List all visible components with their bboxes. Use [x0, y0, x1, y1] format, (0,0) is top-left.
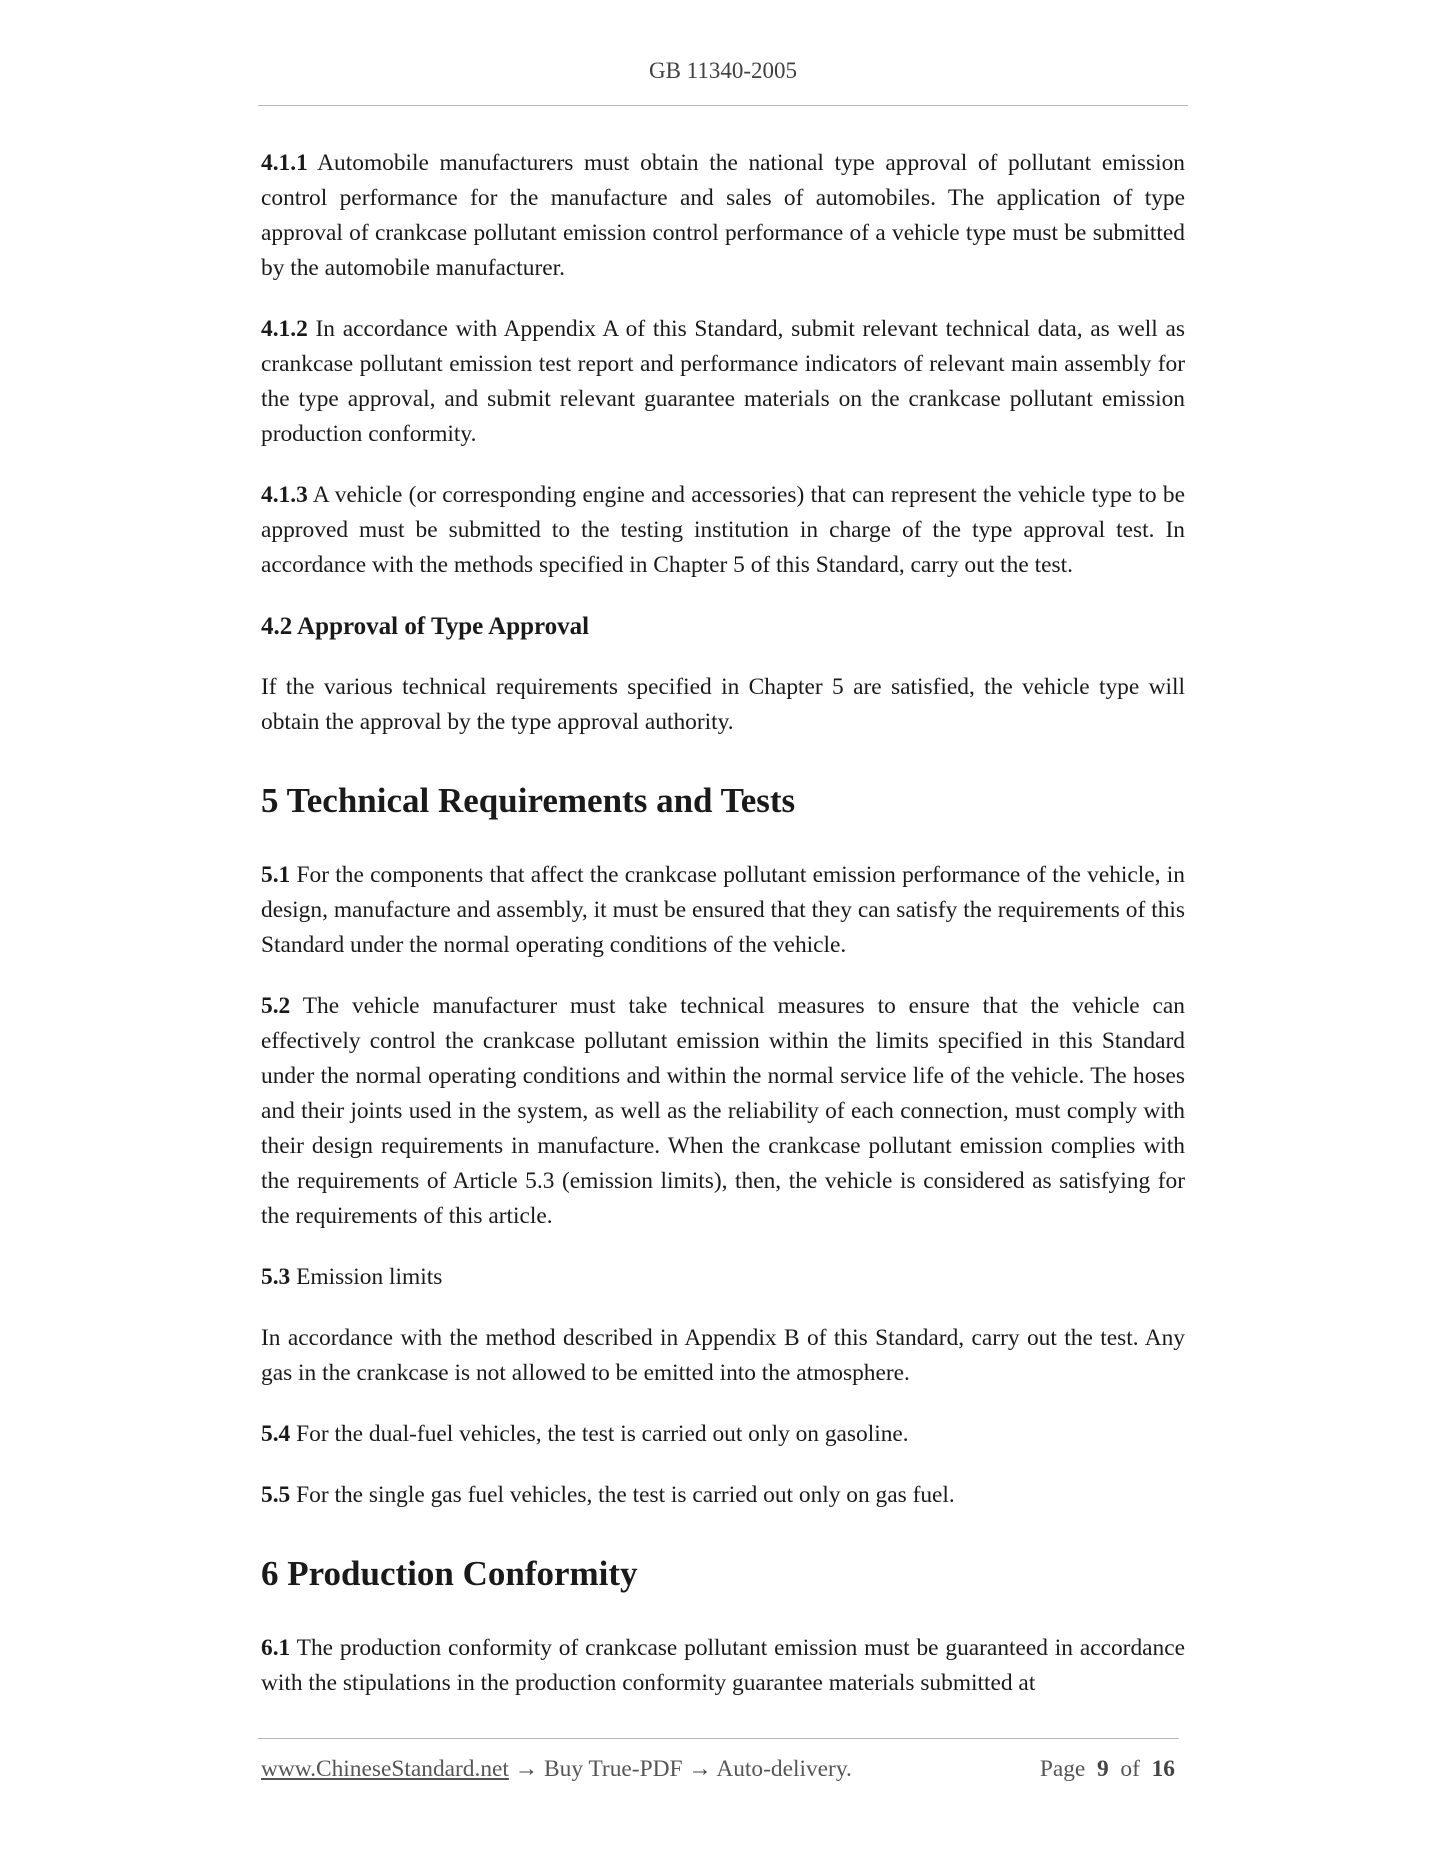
document-body	[261, 146, 1185, 1727]
clause-number: 4.1.1	[261, 150, 308, 176]
clause-text: A vehicle (or corresponding engine and accessories) that can represent the vehicle type to be approved must be submitted to the testing institution in charge of the type approval test. In accordance with the methods specified in Chapter 5 of this Standard, carry out the test.	[261, 482, 1185, 578]
chapter-heading-6: 6 Production Conformity	[261, 1554, 638, 1593]
chapter-heading-5: 5 Technical Requirements and Tests	[261, 781, 796, 820]
clause-text: For the dual-fuel vehicles, the test is carried out only on gasoline.	[296, 1421, 909, 1447]
clause-4-1-2	[261, 312, 1185, 452]
clause-text: In accordance with Appendix A of this Standard, submit relevant technical data, as well as crankcase pollutant emission test report and performance indicators of relevant main assembly for the type approval, and submit relevant guarantee materials on the crankcase pollutant emission production conformity.	[261, 316, 1185, 447]
section-heading-4-2: 4.2 Approval of Type Approval	[261, 613, 590, 640]
header-divider	[258, 105, 1188, 106]
page-total: 16	[1151, 1756, 1175, 1782]
clause-text: The production conformity of crankcase pollutant emission must be guaranteed in accordance with the stipulations in the production conformity guarantee materials submitted at	[261, 1635, 1185, 1696]
clause-text: For the components that affect the crankcase pollutant emission performance of the vehicle, in design, manufacture and assembly, it must be ensured that they can satisfy the requirements of this Standard under the normal operating conditions of the vehicle.	[261, 862, 1185, 958]
clause-4-1-3	[261, 478, 1185, 583]
clause-number: 4.1.3	[261, 482, 308, 508]
clause-number: 5.5	[261, 1482, 291, 1508]
clause-text: The vehicle manufacturer must take technical measures to ensure that the vehicle can effectively control the crankcase pollutant emission within the limits specified in this Standard under the normal operating conditions and within the normal service life of the vehicle. The hoses and their joints used in the system, as well as the reliability of each connection, must comply with their design requirements in manufacture. When the crankcase pollutant emission complies with the requirements of Article 5.3 (emission limits), then, the vehicle is considered as satisfying for the requirements of this article.	[261, 993, 1185, 1229]
footer-promo	[261, 1756, 852, 1783]
clause-5-3	[261, 1260, 1185, 1295]
page-header: GB 11340-2005	[648, 58, 797, 83]
clause-number: 4.1.2	[261, 316, 308, 342]
clause-5-2	[261, 989, 1185, 1234]
clause-number: 5.4	[261, 1421, 291, 1447]
footer-divider	[258, 1738, 1179, 1739]
clause-4-2-text: If the various technical requirements specified in Chapter 5 are satisfied, the vehicle type will obtain the approval by the type approval authority.	[261, 674, 1185, 735]
clause-5-5	[261, 1478, 1185, 1513]
arrow-right-icon: →	[514, 1756, 539, 1782]
page-current: 9	[1097, 1756, 1109, 1782]
page-of-label: of	[1120, 1756, 1140, 1782]
clause-text: Automobile manufacturers must obtain the national type approval of pollutant emission control performance for the manufacture and sales of automobiles. The application of type approval of crankcase pollutant emission control performance of a vehicle type must be submitted by the automobile manufacturer.	[261, 150, 1186, 281]
arrow-right-icon: →	[688, 1756, 712, 1782]
clause-5-4	[261, 1417, 1185, 1452]
clause-5-3-text: In accordance with the method described in Appendix B of this Standard, carry out the test. Any gas in the crankcase is not allowed to be emitted into the atmosphere.	[261, 1325, 1185, 1386]
clause-6-1	[261, 1631, 1185, 1701]
clause-number: 5.3	[261, 1264, 291, 1290]
clause-number: 6.1	[261, 1635, 291, 1661]
site-link[interactable]: www.ChineseStandard.net	[261, 1756, 509, 1782]
buy-text: Buy True-PDF	[544, 1756, 683, 1782]
clause-text: For the single gas fuel vehicles, the test is carried out only on gas fuel.	[296, 1482, 955, 1508]
page-label: Page	[1039, 1756, 1086, 1782]
clause-number: 5.2	[261, 993, 291, 1019]
clause-text: Emission limits	[296, 1264, 443, 1290]
clause-number: 5.1	[261, 862, 291, 888]
clause-4-1-1	[261, 146, 1185, 286]
page-number	[1040, 1756, 1175, 1783]
delivery-text: Auto-delivery.	[716, 1756, 852, 1782]
clause-5-1	[261, 858, 1185, 963]
